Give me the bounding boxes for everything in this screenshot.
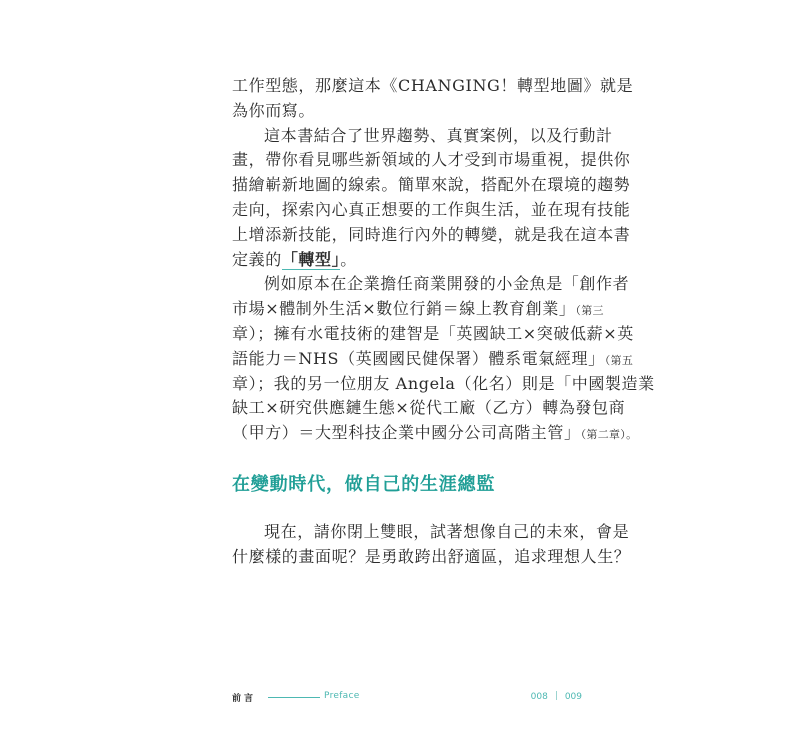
paragraph-line: 什麼樣的畫面呢？是勇敢跨出舒適區，追求理想人生？	[232, 546, 631, 566]
page-numbers	[531, 691, 582, 702]
paragraph-line: 缺工×研究供應鏈生態×從代工廠（乙方）轉為發包商	[232, 398, 626, 418]
paragraph-line: 章）；擁有水電技術的建智是「英國缺工×突破低薪×英	[232, 323, 634, 343]
text-segment: 。	[340, 249, 357, 269]
paragraph-line: 例如原本在企業擔任商業開發的小金魚是「創作者	[264, 274, 630, 294]
text-segment: 定義的	[232, 249, 282, 269]
paragraph-line: 畫，帶你看見哪些新領域的人才受到市場重視，提供你	[232, 150, 631, 170]
paragraph-line: 章）；我的另一位朋友 Angela（化名）則是「中國製造業	[232, 373, 655, 393]
page-separator	[556, 691, 557, 700]
paragraph-line: 走向，探索內心真正想要的工作與生活，並在現有技能	[232, 199, 631, 219]
paragraph-line: 現在，請你閉上雙眼，試著想像自己的未來，會是	[264, 522, 630, 541]
chapter-note: （第三	[575, 304, 604, 318]
emphasized-term: 「轉型」	[281, 249, 341, 269]
body-text	[232, 74, 655, 446]
paragraph-line	[232, 347, 634, 372]
text-segment: 市場×體制外生活×數位行銷＝線上教育創業」	[232, 299, 576, 319]
paragraph-line: 工作型態，那麼這本《CHANGING！轉型地圖》就是	[232, 76, 634, 95]
paragraph-line: 為你而寫。	[232, 100, 316, 120]
paragraph-line: 這本書結合了世界趨勢、真實案例，以及行動計	[264, 125, 613, 145]
footer-english-label: Preface	[324, 691, 360, 701]
chapter-note: （第五	[604, 353, 634, 367]
paragraph-line	[232, 248, 584, 273]
page-number-right: 009	[564, 692, 582, 702]
footer-chapter-label: 前言	[232, 694, 257, 704]
text-segment: 語能力＝NHS（英國國民健保署）體系電氣經理」	[232, 348, 605, 368]
footer-divider	[268, 697, 320, 698]
closing-paragraph	[232, 520, 631, 570]
page-number-left: 008	[530, 692, 548, 702]
paragraph-line	[232, 297, 604, 322]
chapter-note: （第二章）。	[580, 428, 638, 442]
section-heading: 在變動時代，做自己的生涯總監	[232, 474, 496, 495]
text-segment: （甲方）＝大型科技企業中國分公司高階主管」	[232, 423, 581, 443]
page-footer	[232, 690, 584, 706]
paragraph-line	[232, 421, 638, 446]
paragraph-line: 描繪嶄新地圖的線索。簡單來說，搭配外在環境的趨勢	[232, 175, 631, 195]
paragraph-line: 上增添新技能，同時進行內外的轉變，就是我在這本書	[232, 224, 631, 244]
